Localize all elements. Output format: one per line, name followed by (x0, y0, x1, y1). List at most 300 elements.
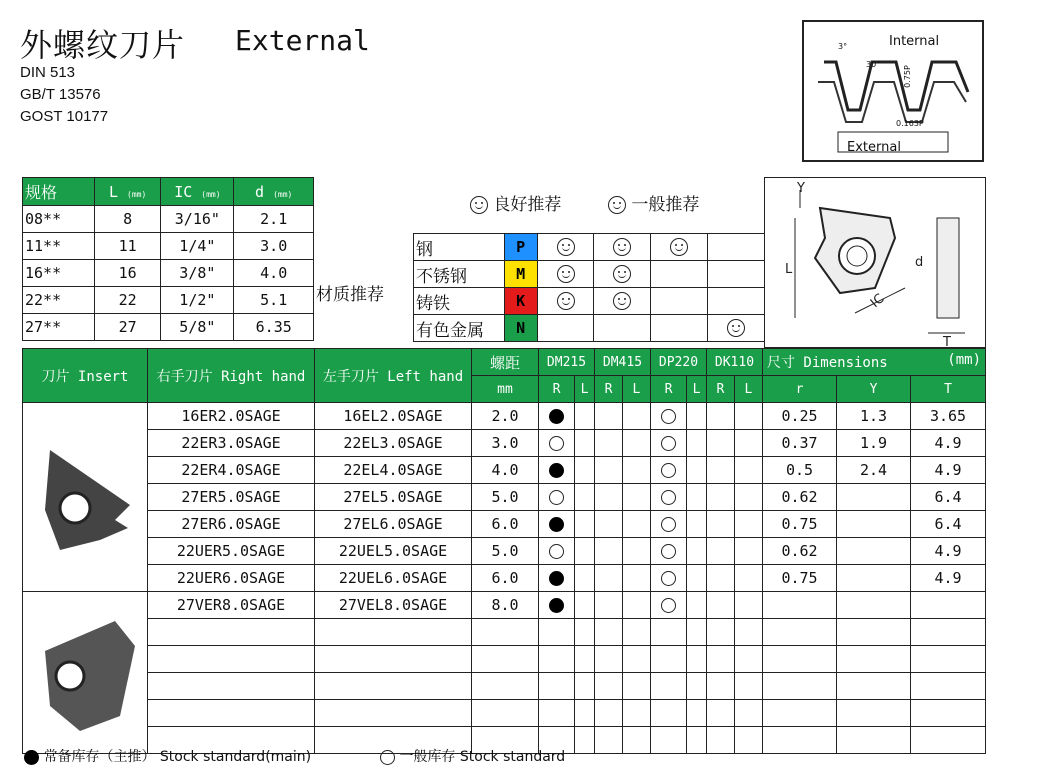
angle-30-label: 30° (866, 60, 881, 69)
hollow-circle-icon (661, 463, 676, 478)
dk110-l (734, 673, 762, 700)
material-grade-cell (708, 315, 765, 342)
dk110-l (734, 430, 762, 457)
dim-t (911, 592, 986, 619)
page-title-cn: 外螺纹刀片 (20, 26, 186, 64)
dm415-r (594, 484, 622, 511)
dk110-r (706, 700, 734, 727)
dm215-r (539, 619, 575, 646)
left-hand-code: 22UEL5.0SAGE (315, 538, 472, 565)
dim-r: 0.25 (763, 403, 837, 430)
pitch-value: 6.0 (472, 565, 539, 592)
right-hand-code: 27ER6.0SAGE (148, 511, 315, 538)
dim-y (837, 484, 911, 511)
pitch-value: 5.0 (472, 538, 539, 565)
pitch-value (472, 646, 539, 673)
svg-text:IC: IC (867, 291, 888, 312)
dk110-l (734, 727, 762, 754)
dm215-l (575, 619, 595, 646)
right-hand-code (148, 646, 315, 673)
dp220-r (650, 727, 686, 754)
dim-y (837, 646, 911, 673)
dk110-l (734, 511, 762, 538)
dim-y (837, 565, 911, 592)
material-grade-cell (651, 234, 708, 261)
dm215-r (539, 484, 575, 511)
dp220-r (650, 403, 686, 430)
dk110-r (706, 565, 734, 592)
insert-photo-icon (30, 420, 140, 570)
table-row (23, 403, 986, 430)
hollow-circle-icon (549, 490, 564, 505)
neutral-smiley-icon (608, 196, 626, 214)
dk110-l (734, 592, 762, 619)
smiley-icon (613, 238, 631, 256)
table-cell: 5.1 (234, 287, 314, 314)
dm415-l (622, 511, 650, 538)
right-hand-code: 22UER6.0SAGE (148, 565, 315, 592)
dim-r: 0.37 (763, 430, 837, 457)
dp220-r (650, 511, 686, 538)
right-hand-code (148, 619, 315, 646)
col-l: L (687, 376, 707, 403)
dim-r: 0.62 (763, 484, 837, 511)
dp220-l (687, 646, 707, 673)
footer-main-label: 常备库存（主推） Stock standard(main) (43, 749, 312, 765)
footer-legend-main (24, 746, 311, 766)
legend-general (608, 190, 699, 215)
dm215-l (575, 511, 595, 538)
svg-text:Y: Y (797, 181, 805, 196)
dk110-r (706, 646, 734, 673)
p0163-label: 0.163P (896, 119, 924, 128)
dim-t: 4.9 (911, 565, 986, 592)
solid-dot-icon (549, 463, 564, 478)
col-dimensions: 尺寸 Dimensions (mm) (763, 349, 986, 376)
dm215-r (539, 673, 575, 700)
legend-good (470, 190, 561, 215)
dp220-l (687, 727, 707, 754)
insert-image-1 (23, 403, 148, 592)
dm215-r (539, 430, 575, 457)
hollow-circle-icon (549, 544, 564, 559)
hollow-circle-icon (661, 409, 676, 424)
col-right-hand: 右手刀片 Right hand (148, 349, 315, 403)
col-l: L (734, 376, 762, 403)
material-grade-cell (594, 315, 651, 342)
dim-t: 4.9 (911, 538, 986, 565)
dm415-l (622, 700, 650, 727)
left-hand-code: 27EL6.0SAGE (315, 511, 472, 538)
standard-gost: GOST 10177 (20, 108, 109, 125)
dm215-r (539, 592, 575, 619)
size-col-d: d (mm) (234, 178, 314, 206)
svg-text:L: L (785, 262, 793, 277)
dim-r (763, 646, 837, 673)
material-grade-cell (537, 261, 594, 288)
dm415-r (594, 619, 622, 646)
dp220-r (650, 457, 686, 484)
pitch-value (472, 673, 539, 700)
smiley-icon (613, 292, 631, 310)
dp220-l (687, 538, 707, 565)
dim-t (911, 646, 986, 673)
col-insert: 刀片 Insert (23, 349, 148, 403)
table-cell: 1/4" (161, 233, 234, 260)
right-hand-code (148, 700, 315, 727)
col-r: R (539, 376, 575, 403)
dim-t (911, 673, 986, 700)
dm215-l (575, 430, 595, 457)
material-grade-cell (594, 261, 651, 288)
dm415-r (594, 457, 622, 484)
left-hand-code: 22EL3.0SAGE (315, 430, 472, 457)
left-hand-code: 27VEL8.0SAGE (315, 592, 472, 619)
material-code-badge: M (504, 261, 537, 288)
col-pitch: 螺距 (472, 349, 539, 376)
material-grade-cell (537, 234, 594, 261)
dm215-r (539, 457, 575, 484)
smiley-icon (670, 238, 688, 256)
dim-t (911, 727, 986, 754)
smiley-icon (613, 265, 631, 283)
dim-r: 0.75 (763, 565, 837, 592)
dp220-r (650, 673, 686, 700)
material-grade-cell (651, 261, 708, 288)
dim-y (837, 673, 911, 700)
internal-label: Internal (889, 34, 940, 49)
hollow-circle-icon (549, 436, 564, 451)
dm415-l (622, 403, 650, 430)
hollow-circle-icon (661, 490, 676, 505)
dim-r (763, 727, 837, 754)
table-cell: 2.1 (234, 206, 314, 233)
dm215-l (575, 592, 595, 619)
smiley-icon (727, 319, 745, 337)
dm215-r (539, 511, 575, 538)
table-row (23, 646, 986, 673)
dp220-l (687, 457, 707, 484)
dp220-l (687, 592, 707, 619)
left-hand-code: 22EL4.0SAGE (315, 457, 472, 484)
dm415-l (622, 673, 650, 700)
dim-y: 1.9 (837, 430, 911, 457)
dk110-l (734, 457, 762, 484)
dim-t (911, 619, 986, 646)
material-grade-cell (708, 234, 765, 261)
table-cell: 3.0 (234, 233, 314, 260)
dm415-r (594, 592, 622, 619)
dim-y (837, 592, 911, 619)
material-grade-cell (708, 288, 765, 315)
dp220-r (650, 619, 686, 646)
dm415-r (594, 511, 622, 538)
size-col-L: L (mm) (94, 178, 160, 206)
table-cell: 08** (23, 206, 95, 233)
table-cell: 3/16" (161, 206, 234, 233)
dk110-l (734, 619, 762, 646)
material-row (414, 261, 765, 288)
col-r: R (706, 376, 734, 403)
col-grade-dm215: DM215 (539, 349, 595, 376)
material-grade-cell (651, 315, 708, 342)
dp220-l (687, 511, 707, 538)
material-row (414, 315, 765, 342)
table-cell: 11** (23, 233, 95, 260)
material-row (414, 288, 765, 315)
right-hand-code: 27ER5.0SAGE (148, 484, 315, 511)
dm415-r (594, 565, 622, 592)
material-name: 不锈钢 (414, 261, 505, 288)
right-hand-code: 22ER3.0SAGE (148, 430, 315, 457)
pitch-value: 4.0 (472, 457, 539, 484)
dim-y (837, 511, 911, 538)
dm415-l (622, 565, 650, 592)
thread-profile-diagram (802, 20, 984, 162)
dim-r (763, 592, 837, 619)
pitch-value: 5.0 (472, 484, 539, 511)
dm415-r (594, 646, 622, 673)
col-l: L (575, 376, 595, 403)
pitch-value: 8.0 (472, 592, 539, 619)
dm215-l (575, 646, 595, 673)
table-cell: 3/8" (161, 260, 234, 287)
dp220-r (650, 700, 686, 727)
dim-t: 4.9 (911, 430, 986, 457)
dp220-l (687, 430, 707, 457)
table-cell: 16** (23, 260, 95, 287)
left-hand-code (315, 673, 472, 700)
dm215-l (575, 673, 595, 700)
dim-t: 6.4 (911, 511, 986, 538)
dp220-l (687, 673, 707, 700)
table-cell: 22 (94, 287, 160, 314)
dim-y: 2.4 (837, 457, 911, 484)
material-grade-cell (708, 261, 765, 288)
hollow-circle-icon (661, 571, 676, 586)
material-grade-cell (651, 288, 708, 315)
dm415-r (594, 727, 622, 754)
dm415-l (622, 619, 650, 646)
table-cell: 6.35 (234, 314, 314, 341)
table-row (23, 700, 986, 727)
insert-photo-icon (30, 606, 140, 736)
dim-y (837, 619, 911, 646)
table-cell: 27** (23, 314, 95, 341)
dm215-r (539, 700, 575, 727)
material-grade-cell (537, 288, 594, 315)
dk110-r (706, 430, 734, 457)
dim-y (837, 727, 911, 754)
dm415-r (594, 700, 622, 727)
material-grade-cell (594, 234, 651, 261)
dp220-r (650, 592, 686, 619)
dk110-r (706, 592, 734, 619)
dim-t: 6.4 (911, 484, 986, 511)
dim-t: 3.65 (911, 403, 986, 430)
col-r: R (650, 376, 686, 403)
dm215-l (575, 457, 595, 484)
left-hand-code (315, 700, 472, 727)
material-row (414, 234, 765, 261)
table-cell: 5/8" (161, 314, 234, 341)
dm415-l (622, 727, 650, 754)
col-grade-dm415: DM415 (594, 349, 650, 376)
dp220-r (650, 484, 686, 511)
col-l: L (622, 376, 650, 403)
dk110-l (734, 484, 762, 511)
dm415-l (622, 538, 650, 565)
insert-drawing-panel (764, 177, 986, 348)
dk110-l (734, 646, 762, 673)
dm215-r (539, 538, 575, 565)
size-col-spec: 规格 (23, 178, 95, 206)
col-dim-t: T (911, 376, 986, 403)
legend-good-label: 良好推荐 (493, 195, 562, 215)
pitch-value: 6.0 (472, 511, 539, 538)
dp220-r (650, 646, 686, 673)
dm215-r (539, 403, 575, 430)
table-cell: 4.0 (234, 260, 314, 287)
material-name: 钢 (414, 234, 505, 261)
dm215-l (575, 538, 595, 565)
dm215-l (575, 565, 595, 592)
smiley-icon (557, 292, 575, 310)
insert-image-2 (23, 592, 148, 754)
dk110-l (734, 565, 762, 592)
dk110-r (706, 673, 734, 700)
dim-y (837, 700, 911, 727)
page-title-en: External (235, 24, 370, 57)
dm415-l (622, 646, 650, 673)
dp220-r (650, 430, 686, 457)
dp220-l (687, 403, 707, 430)
col-pitch-unit: mm (472, 376, 539, 403)
dk110-r (706, 403, 734, 430)
dm415-r (594, 430, 622, 457)
left-hand-code: 27EL5.0SAGE (315, 484, 472, 511)
dk110-r (706, 457, 734, 484)
main-product-table (22, 348, 986, 754)
col-grade-dk110: DK110 (706, 349, 762, 376)
col-dim-r: r (763, 376, 837, 403)
table-row (23, 538, 986, 565)
insert-dimension-svg (765, 178, 985, 347)
dm415-l (622, 484, 650, 511)
col-left-hand: 左手刀片 Left hand (315, 349, 472, 403)
table-cell: 27 (94, 314, 160, 341)
material-code-badge: P (504, 234, 537, 261)
material-name: 铸铁 (414, 288, 505, 315)
dim-y (837, 538, 911, 565)
good-smiley-icon (470, 196, 488, 214)
svg-text:d: d (915, 255, 924, 270)
solid-dot-icon (549, 409, 564, 424)
dk110-r (706, 484, 734, 511)
angle-3-label: 3° (838, 42, 848, 51)
dm215-l (575, 403, 595, 430)
table-row (23, 565, 986, 592)
table-cell: 8 (94, 206, 160, 233)
dk110-r (706, 727, 734, 754)
dk110-r (706, 619, 734, 646)
dim-t: 4.9 (911, 457, 986, 484)
materials-table (413, 233, 765, 342)
table-row (23, 673, 986, 700)
material-grade-cell (537, 315, 594, 342)
table-row (23, 484, 986, 511)
dim-y: 1.3 (837, 403, 911, 430)
dm215-l (575, 484, 595, 511)
standard-din: DIN 513 (20, 64, 76, 81)
pitch-value: 2.0 (472, 403, 539, 430)
legend-general-label: 一般推荐 (631, 195, 700, 215)
dm415-r (594, 403, 622, 430)
col-grade-dp220: DP220 (650, 349, 706, 376)
dk110-l (734, 538, 762, 565)
pitch-value (472, 700, 539, 727)
dim-r: 0.62 (763, 538, 837, 565)
hollow-circle-icon (661, 517, 676, 532)
hollow-circle-icon (661, 436, 676, 451)
dm415-r (594, 538, 622, 565)
table-row (23, 511, 986, 538)
solid-dot-icon (24, 750, 39, 765)
dp220-l (687, 565, 707, 592)
table-cell: 16 (94, 260, 160, 287)
col-r: R (594, 376, 622, 403)
dm415-r (594, 673, 622, 700)
solid-dot-icon (549, 571, 564, 586)
dm415-l (622, 457, 650, 484)
table-row (23, 457, 986, 484)
dm415-l (622, 430, 650, 457)
dim-r (763, 619, 837, 646)
solid-dot-icon (549, 517, 564, 532)
pitch-value (472, 619, 539, 646)
material-grade-cell (594, 288, 651, 315)
smiley-icon (557, 265, 575, 283)
dm415-l (622, 592, 650, 619)
dim-r (763, 700, 837, 727)
hollow-circle-icon (661, 544, 676, 559)
p075-label: 0.75P (902, 65, 912, 88)
left-hand-code (315, 619, 472, 646)
right-hand-code: 22UER5.0SAGE (148, 538, 315, 565)
hollow-circle-icon (661, 598, 676, 613)
external-label: External (847, 140, 901, 155)
standard-gbt: GB/T 13576 (20, 86, 101, 103)
dm215-r (539, 646, 575, 673)
table-row (23, 430, 986, 457)
smiley-icon (557, 238, 575, 256)
material-name: 有色金属 (414, 315, 505, 342)
footer-standard-label: 一般库存 Stock standard (399, 749, 566, 765)
col-dim-y: Y (837, 376, 911, 403)
dim-r (763, 673, 837, 700)
left-hand-code (315, 646, 472, 673)
dim-r: 0.75 (763, 511, 837, 538)
dim-t (911, 700, 986, 727)
dk110-r (706, 538, 734, 565)
table-cell: 22** (23, 287, 95, 314)
dm215-l (575, 727, 595, 754)
dm215-l (575, 700, 595, 727)
solid-dot-icon (549, 598, 564, 613)
table-cell: 11 (94, 233, 160, 260)
svg-text:T: T (943, 335, 951, 347)
dk110-l (734, 403, 762, 430)
